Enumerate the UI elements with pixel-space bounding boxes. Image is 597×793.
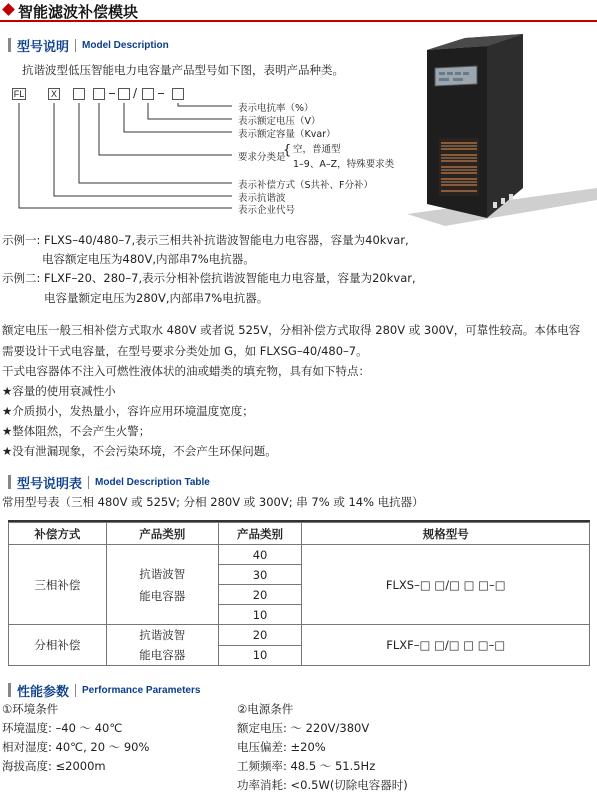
code-dash <box>109 93 115 94</box>
env-alt: 海拔高度: ≤2000m <box>2 759 106 773</box>
label-capacity: 表示额定容量（Kvar） <box>238 129 336 140</box>
table-cell-value: 20 <box>218 625 302 646</box>
table-cell-category <box>106 545 218 625</box>
label-reactance: 表示电抗率（%） <box>238 103 314 114</box>
table-cell-category <box>106 625 218 666</box>
feature-item: ★介质损小，发热量小，容许应用环境温度宽度； <box>2 404 254 418</box>
power-cons: 功率消耗: <0.5W(切除电容器时) <box>237 778 408 792</box>
env-temp: 环境温度: –40 ～ 40℃ <box>2 721 123 735</box>
section-bar <box>8 475 11 489</box>
power-title: ②电源条件 <box>237 702 294 716</box>
leader-lines <box>0 95 240 215</box>
table-row <box>9 545 590 565</box>
table-header-row <box>9 523 590 545</box>
label-classify-b: 1–9、A–Z，特殊要求类 <box>293 159 395 170</box>
example1-line1: 示例一: FLXS–40/480–7,表示三相共补抗谐波智能电力电容器，容量为40kvar, <box>2 233 409 247</box>
intro-text: 抗谐波型低压智能电力电容量产品型号如下图，表明产品种类。 <box>22 63 344 77</box>
para-line1: 额定电压一般三相补偿方式取水 480V 或者说 525V，分相补偿方式取得 280V 或 300V，可靠性较高。本体电容 <box>2 323 581 337</box>
power-freq: 工频频率: 48.5 ～ 51.5Hz <box>237 759 376 773</box>
section-title-cn: 型号说明 <box>17 39 70 55</box>
label-classify: 要求分类是 <box>238 152 286 163</box>
section-title-cn: 型号说明表 <box>17 476 83 492</box>
feature-item: ★容量的使用衰减性小 <box>2 384 116 398</box>
label-voltage: 表示额定电压（V） <box>238 116 321 127</box>
table-cell-value: 10 <box>218 605 302 625</box>
table-cell-value: 20 <box>218 585 302 605</box>
table-caption: 常用型号表（三相 480V 或 525V; 分相 280V 或 300V; 串 7% 或 14% 电抗器） <box>2 495 424 509</box>
label-anti: 表示抗谐波 <box>238 193 286 204</box>
example1-line2: 电容额定电压为480V,内部串7%电抗器。 <box>42 252 255 266</box>
env-title: ①环境条件 <box>2 702 59 716</box>
code-dash <box>158 93 164 94</box>
title-bar <box>0 0 597 22</box>
section-separator <box>75 39 76 52</box>
example2-line1: 示例二: FLXF–20、280–7,表示分相补偿抗谐波智能电力电容量，容量为20kvar, <box>2 271 416 285</box>
power-volt: 额定电压: ～ 220V/380V <box>237 721 370 735</box>
section-title-en: Performance Parameters <box>82 684 201 696</box>
section-title-en: Model Description Table <box>95 476 210 488</box>
section-header-model-description <box>8 35 169 55</box>
table-cell-mode: 三相补偿 <box>9 545 107 625</box>
section-separator <box>88 476 89 489</box>
page-title: 智能滤波补偿模块 <box>18 3 139 21</box>
table-cell-model: FLXF–□ □/□ □ □–□ <box>302 625 590 666</box>
category-line: 能电容器 <box>139 588 186 603</box>
table-cell-mode: 分相补偿 <box>9 625 107 666</box>
product-image <box>405 28 597 228</box>
section-title-en: Model Description <box>82 39 169 51</box>
section-title-cn: 性能参数 <box>17 684 70 700</box>
table-header-cell: 规格型号 <box>302 523 590 545</box>
env-humid: 相对湿度: 40℃, 20 ～ 90% <box>2 740 150 754</box>
section-header-model-table <box>8 472 210 492</box>
category-line: 抗谐波智 <box>139 628 186 642</box>
table-header-cell: 补偿方式 <box>9 523 107 545</box>
table-header-cell: 产品类别 <box>218 523 302 545</box>
table-row <box>9 625 590 646</box>
code-box-x: X <box>48 88 60 100</box>
model-table <box>8 522 590 666</box>
para-line3: 干式电容器体不注入可燃性液体状的油或蜡类的填充物，具有如下特点： <box>2 364 370 378</box>
section-separator <box>75 684 76 697</box>
category-line: 抗谐波智 <box>139 566 186 581</box>
code-slash: / <box>133 86 138 100</box>
section-bar <box>8 683 11 697</box>
diamond-icon <box>2 3 15 16</box>
example2-line2: 电容量额定电压为280V,内部串7%电抗器。 <box>44 291 269 305</box>
category-line: 能电容器 <box>139 648 186 662</box>
feature-item: ★没有泄漏现象，不会污染环境，不会产生环保问题。 <box>2 444 277 458</box>
table-cell-value: 30 <box>218 565 302 585</box>
label-comp: 表示补偿方式（S共补、F分补） <box>238 180 373 191</box>
power-dev: 电压偏差: ±20% <box>237 740 326 754</box>
label-company: 表示企业代号 <box>238 205 296 216</box>
label-classify-a: 空，普通型 <box>293 144 341 155</box>
section-bar <box>8 38 11 52</box>
table-cell-model: FLXS–□ □/□ □ □–□ <box>302 545 590 625</box>
classify-brace: { <box>283 143 292 158</box>
para-line2: 需要设计干式电容量，在型号要求分类处加 G，如 FLXSG–40/480–7。 <box>2 344 368 358</box>
section-header-performance <box>8 680 200 700</box>
feature-item: ★整体阻然，不会产生火警； <box>2 424 151 438</box>
table-header-cell: 产品类别 <box>106 523 218 545</box>
table-cell-value: 10 <box>218 645 302 666</box>
code-box-fl: FL <box>13 89 25 99</box>
table-cell-value: 40 <box>218 545 302 565</box>
